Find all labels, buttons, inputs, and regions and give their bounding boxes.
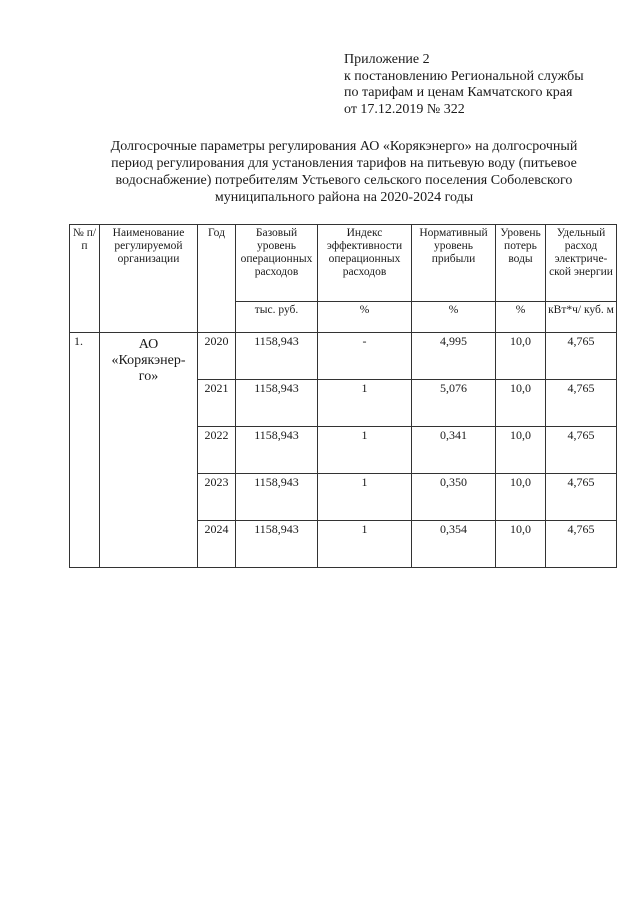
resolution-line: к постановлению Региональной службы	[344, 68, 584, 84]
cell-year: 2024	[198, 521, 236, 568]
unit-profit: %	[412, 302, 496, 333]
header-energy: Удельный расход электриче-ской энергии	[546, 225, 617, 302]
cell-base: 1158,943	[236, 474, 318, 521]
cell-profit: 0,354	[412, 521, 496, 568]
appendix-header	[344, 52, 624, 118]
title-line: водоснабжение) потребителям Устьевого сельского поселения Соболевского	[115, 173, 573, 188]
cell-profit: 4,995	[412, 333, 496, 380]
row-number: 1.	[70, 333, 100, 568]
cell-year: 2023	[198, 474, 236, 521]
header-profit: Нормативный уровень прибыли	[412, 225, 496, 302]
document-title	[70, 138, 618, 206]
appendix-line: Приложение 2	[344, 52, 430, 67]
cell-loss: 10,0	[496, 521, 546, 568]
cell-energy: 4,765	[546, 521, 617, 568]
cell-loss: 10,0	[496, 380, 546, 427]
cell-base: 1158,943	[236, 427, 318, 474]
header-year: Год	[198, 225, 236, 333]
cell-index: -	[318, 333, 412, 380]
cell-index: 1	[318, 474, 412, 521]
cell-profit: 0,341	[412, 427, 496, 474]
cell-year: 2020	[198, 333, 236, 380]
header-index: Индекс эффективности операционных расходов	[318, 225, 412, 302]
table-row	[70, 333, 617, 380]
header-loss: Уровень потерь воды	[496, 225, 546, 302]
unit-base: тыс. руб.	[236, 302, 318, 333]
cell-year: 2022	[198, 427, 236, 474]
date-line: от 17.12.2019 № 322	[344, 101, 465, 117]
cell-loss: 10,0	[496, 474, 546, 521]
cell-energy: 4,765	[546, 474, 617, 521]
cell-index: 1	[318, 521, 412, 568]
header-base: Базовый уровень операционных расходов	[236, 225, 318, 302]
unit-energy: кВт*ч/ куб. м	[546, 302, 617, 333]
cell-loss: 10,0	[496, 333, 546, 380]
agency-line: по тарифам и ценам Камчатского края	[344, 85, 573, 100]
cell-base: 1158,943	[236, 333, 318, 380]
title-line: Долгосрочные параметры регулирования АО «Корякэнерго» на долгосрочный	[110, 139, 578, 154]
cell-profit: 5,076	[412, 380, 496, 427]
organization-name: АО «Корякэнер-го»	[100, 333, 198, 568]
cell-energy: 4,765	[546, 380, 617, 427]
cell-base: 1158,943	[236, 521, 318, 568]
cell-index: 1	[318, 380, 412, 427]
header-org: Наименование регулируемой организации	[100, 225, 198, 333]
unit-loss: %	[496, 302, 546, 333]
title-line: период регулирования для установления тарифов на питьевую воду (питьевое	[111, 156, 577, 171]
header-num: № п/п	[70, 225, 100, 333]
cell-base: 1158,943	[236, 380, 318, 427]
cell-year: 2021	[198, 380, 236, 427]
title-line: муниципального района на 2020-2024 годы	[214, 190, 474, 205]
parameters-table	[69, 224, 617, 568]
cell-index: 1	[318, 427, 412, 474]
cell-loss: 10,0	[496, 427, 546, 474]
cell-profit: 0,350	[412, 474, 496, 521]
cell-energy: 4,765	[546, 333, 617, 380]
table-header-row	[70, 225, 617, 302]
cell-energy: 4,765	[546, 427, 617, 474]
unit-index: %	[318, 302, 412, 333]
